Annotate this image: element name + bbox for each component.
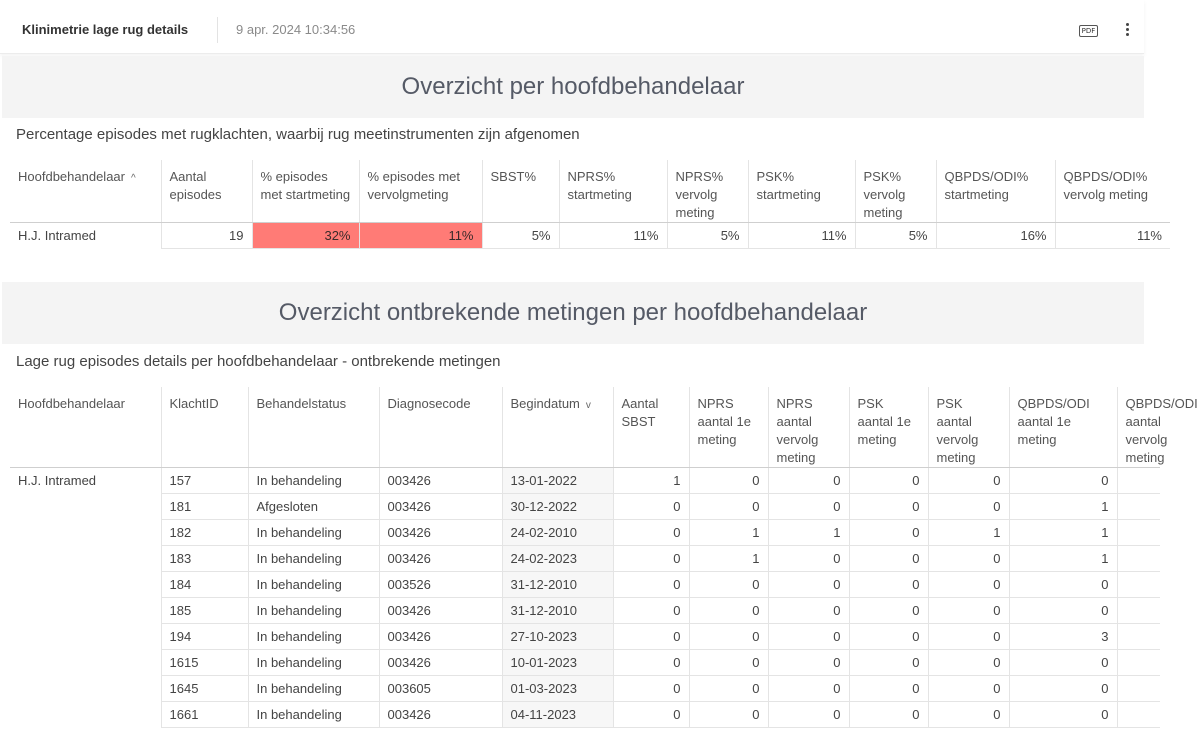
table-cell: 30-12-2022 [502, 494, 613, 520]
provider-name [10, 572, 161, 598]
table-cell: 01-03-2023 [502, 676, 613, 702]
section-subtitle-missing: Lage rug episodes details per hoofdbehandelaar - ontbrekende metingen [16, 353, 501, 370]
table-cell: 0 [849, 494, 928, 520]
column-header[interactable] [768, 387, 849, 468]
table-cell: In behandeling [248, 650, 379, 676]
table-cell: 1615 [161, 650, 248, 676]
column-header[interactable] [928, 387, 1009, 468]
table-cell: 003426 [379, 520, 502, 546]
table-cell: 0 [768, 494, 849, 520]
table-cell: 0 [613, 598, 689, 624]
table-cell: 1 [1009, 546, 1117, 572]
table-row [10, 494, 1160, 520]
column-header[interactable] [849, 387, 928, 468]
table-cell-truncated [1117, 650, 1160, 676]
table-cell: 0 [768, 468, 849, 494]
provider-name [10, 598, 161, 624]
column-header-label: QBPDS/ODI% startmeting [944, 169, 1029, 202]
provider-name [10, 702, 161, 728]
column-header-label: Aantal SBST [621, 396, 659, 429]
table-cell: 5% [667, 223, 748, 249]
column-header-label: % episodes met vervolgmeting [367, 169, 460, 202]
column-header[interactable] [10, 387, 161, 468]
table-cell: 0 [928, 572, 1009, 598]
table-cell: 182 [161, 520, 248, 546]
table-cell: 27-10-2023 [502, 624, 613, 650]
table-row [10, 676, 1160, 702]
table-cell: 5% [855, 223, 936, 249]
table-cell: 16% [936, 223, 1055, 249]
column-header[interactable] [667, 160, 748, 223]
table-row [10, 650, 1160, 676]
table-cell: 0 [689, 650, 768, 676]
provider-name [10, 546, 161, 572]
pdf-export-icon[interactable]: PDF [1079, 25, 1098, 37]
table-cell: 0 [928, 650, 1009, 676]
table-cell: 003426 [379, 650, 502, 676]
table-row [10, 546, 1160, 572]
table-cell-truncated [1117, 494, 1160, 520]
table-cell: 0 [928, 598, 1009, 624]
table-cell: 0 [849, 624, 928, 650]
table-cell-truncated [1117, 676, 1160, 702]
table-cell: 0 [613, 676, 689, 702]
table-cell: In behandeling [248, 624, 379, 650]
column-header[interactable] [689, 387, 768, 468]
column-header-label: QBPDS/ODI% vervolg meting [1063, 169, 1149, 202]
more-options-icon[interactable] [1122, 21, 1132, 39]
table-row [10, 624, 1160, 650]
column-header[interactable] [559, 160, 667, 223]
overview-table [10, 160, 1170, 249]
table-row [10, 223, 1170, 249]
table-cell-truncated [1117, 468, 1160, 494]
table-cell: 003426 [379, 546, 502, 572]
table-cell: 0 [928, 702, 1009, 728]
column-header-label: Aantal episodes [169, 169, 222, 202]
table-cell: 0 [928, 494, 1009, 520]
table-cell: 0 [1009, 468, 1117, 494]
column-header-label: PSK aantal vervolg meting [936, 396, 979, 465]
column-header[interactable] [1055, 160, 1170, 223]
table-cell: 003426 [379, 702, 502, 728]
column-header[interactable] [161, 160, 252, 223]
table-cell: 31-12-2010 [502, 572, 613, 598]
table-cell-truncated [1117, 624, 1160, 650]
column-header[interactable] [359, 160, 482, 223]
column-header-label: Hoofdbehandelaar [18, 396, 125, 411]
column-header-label: PSK% vervolg meting [863, 169, 906, 220]
table-cell: 0 [849, 468, 928, 494]
table-cell: In behandeling [248, 598, 379, 624]
table-cell: In behandeling [248, 676, 379, 702]
table-cell-truncated [1117, 520, 1160, 546]
table-cell: 0 [768, 702, 849, 728]
table-cell: 0 [689, 494, 768, 520]
provider-name [10, 494, 161, 520]
table-cell: 194 [161, 624, 248, 650]
table-cell: Afgesloten [248, 494, 379, 520]
table-cell: 1 [613, 468, 689, 494]
table-cell: 11% [1055, 223, 1170, 249]
column-header[interactable] [248, 387, 379, 468]
table-cell: 19 [161, 223, 252, 249]
table-cell: 10-01-2023 [502, 650, 613, 676]
table-cell: 24-02-2023 [502, 546, 613, 572]
header-divider [217, 17, 218, 43]
column-header-label: Hoofdbehandelaar [18, 169, 125, 184]
table-cell: 1 [689, 546, 768, 572]
table-cell: 31-12-2010 [502, 598, 613, 624]
table-cell: 1 [1009, 494, 1117, 520]
table-cell: 0 [689, 676, 768, 702]
table-cell: 0 [849, 598, 928, 624]
column-header[interactable] [936, 160, 1055, 223]
column-header-label: QBPDS/ODI aantal 1e meting [1017, 396, 1090, 447]
table-cell: 0 [1009, 702, 1117, 728]
table-cell-truncated [1117, 702, 1160, 728]
table-cell: 0 [689, 624, 768, 650]
column-header-label: Behandelstatus [256, 396, 347, 411]
table-cell-truncated [1117, 572, 1160, 598]
table-cell: 0 [768, 572, 849, 598]
column-header-label: KlachtID [169, 396, 219, 411]
column-header-label: Begindatum [510, 396, 580, 411]
table-cell: 0 [613, 546, 689, 572]
sort-descending-icon[interactable]: v [585, 400, 591, 411]
section-title-missing: Overzicht ontbrekende metingen per hoofdbehandelaar [2, 282, 1144, 344]
column-header-label: PSK% startmeting [756, 169, 821, 202]
column-header[interactable] [1009, 387, 1117, 468]
table-cell: 0 [849, 676, 928, 702]
table-cell: 181 [161, 494, 248, 520]
table-cell: 0 [613, 650, 689, 676]
table-cell: 003605 [379, 676, 502, 702]
table-cell: 157 [161, 468, 248, 494]
table-cell: 0 [689, 702, 768, 728]
table-cell: 003426 [379, 598, 502, 624]
table-cell: 0 [928, 546, 1009, 572]
table-cell: In behandeling [248, 468, 379, 494]
report-title: Klinimetrie lage rug details [22, 22, 189, 37]
provider-name [10, 676, 161, 702]
table-cell: 1661 [161, 702, 248, 728]
table-cell: 0 [613, 702, 689, 728]
table-row [10, 598, 1160, 624]
column-header-label: Diagnosecode [387, 396, 471, 411]
table-cell: 0 [768, 676, 849, 702]
report-timestamp: 9 apr. 2024 10:34:56 [236, 22, 356, 37]
column-header[interactable] [502, 387, 613, 468]
table-cell: 0 [928, 468, 1009, 494]
provider-name [10, 650, 161, 676]
table-cell: 0 [849, 546, 928, 572]
column-header-label: NPRS aantal vervolg meting [776, 396, 819, 465]
table-cell: 185 [161, 598, 248, 624]
table-cell: 1 [928, 520, 1009, 546]
table-cell: 0 [849, 572, 928, 598]
table-cell: 0 [849, 650, 928, 676]
table-cell: 003426 [379, 624, 502, 650]
table-cell: 1645 [161, 676, 248, 702]
table-row [10, 572, 1160, 598]
section-subtitle-overview: Percentage episodes met rugklachten, waarbij rug meetinstrumenten zijn afgenomen [16, 126, 580, 143]
column-header-label: NPRS% startmeting [567, 169, 632, 202]
table-cell: 184 [161, 572, 248, 598]
table-cell: 0 [613, 572, 689, 598]
sort-ascending-icon[interactable]: ^ [130, 173, 136, 184]
column-header-label: NPRS aantal 1e meting [697, 396, 751, 447]
column-header-label: QBPDS/ODI aantal vervolg meting [1125, 396, 1198, 465]
table-cell: 0 [849, 520, 928, 546]
table-cell: 0 [613, 520, 689, 546]
table-cell: 11% [359, 223, 482, 249]
table-cell: 0 [768, 624, 849, 650]
table-cell: 0 [1009, 650, 1117, 676]
table-cell: 11% [748, 223, 855, 249]
column-header-label: % episodes met startmeting [260, 169, 351, 202]
table-cell: 003526 [379, 572, 502, 598]
table-cell: 1 [689, 520, 768, 546]
table-cell: 0 [768, 650, 849, 676]
table-cell: 0 [613, 624, 689, 650]
table-cell: 1 [1009, 520, 1117, 546]
table-cell-truncated [1117, 598, 1160, 624]
table-cell: 0 [1009, 598, 1117, 624]
top-bar [0, 0, 1144, 54]
table-cell: In behandeling [248, 546, 379, 572]
provider-name [10, 520, 161, 546]
column-header[interactable] [161, 387, 248, 468]
table-row [10, 468, 1160, 494]
table-cell: 0 [849, 702, 928, 728]
table-cell: 24-02-2010 [502, 520, 613, 546]
table-cell: 0 [613, 494, 689, 520]
table-cell: 0 [689, 468, 768, 494]
table-cell: 183 [161, 546, 248, 572]
section-title-overview: Overzicht per hoofdbehandelaar [2, 56, 1144, 118]
table-cell: 003426 [379, 468, 502, 494]
table-cell: 0 [689, 598, 768, 624]
table-cell-truncated [1117, 546, 1160, 572]
table-cell: 0 [768, 546, 849, 572]
table-cell: 1 [768, 520, 849, 546]
table-cell: 003426 [379, 494, 502, 520]
column-header[interactable] [482, 160, 559, 223]
column-header[interactable] [379, 387, 502, 468]
table-cell: 0 [1009, 676, 1117, 702]
column-header[interactable] [252, 160, 359, 223]
table-row [10, 520, 1160, 546]
table-row [10, 702, 1160, 728]
table-cell: 32% [252, 223, 359, 249]
provider-name: H.J. Intramed [18, 473, 97, 489]
table-cell: 0 [1009, 572, 1117, 598]
table-cell: 11% [559, 223, 667, 249]
missing-measurements-table [10, 387, 1198, 728]
column-header-label: SBST% [490, 169, 537, 184]
table-cell: 04-11-2023 [502, 702, 613, 728]
table-cell: 3 [1009, 624, 1117, 650]
table-cell: In behandeling [248, 520, 379, 546]
column-header[interactable] [1117, 387, 1198, 468]
column-header[interactable] [10, 160, 161, 223]
provider-name: H.J. Intramed [18, 228, 97, 244]
table-cell: 13-01-2022 [502, 468, 613, 494]
table-cell: 0 [768, 598, 849, 624]
column-header[interactable] [613, 387, 689, 468]
provider-name [10, 624, 161, 650]
table-cell: 5% [482, 223, 559, 249]
table-cell: 0 [928, 676, 1009, 702]
table-cell: In behandeling [248, 702, 379, 728]
column-header[interactable] [748, 160, 855, 223]
table-cell: 0 [928, 624, 1009, 650]
table-cell: 0 [689, 572, 768, 598]
table-cell: In behandeling [248, 572, 379, 598]
column-header[interactable] [855, 160, 936, 223]
column-header-label: NPRS% vervolg meting [675, 169, 724, 220]
column-header-label: PSK aantal 1e meting [857, 396, 911, 447]
